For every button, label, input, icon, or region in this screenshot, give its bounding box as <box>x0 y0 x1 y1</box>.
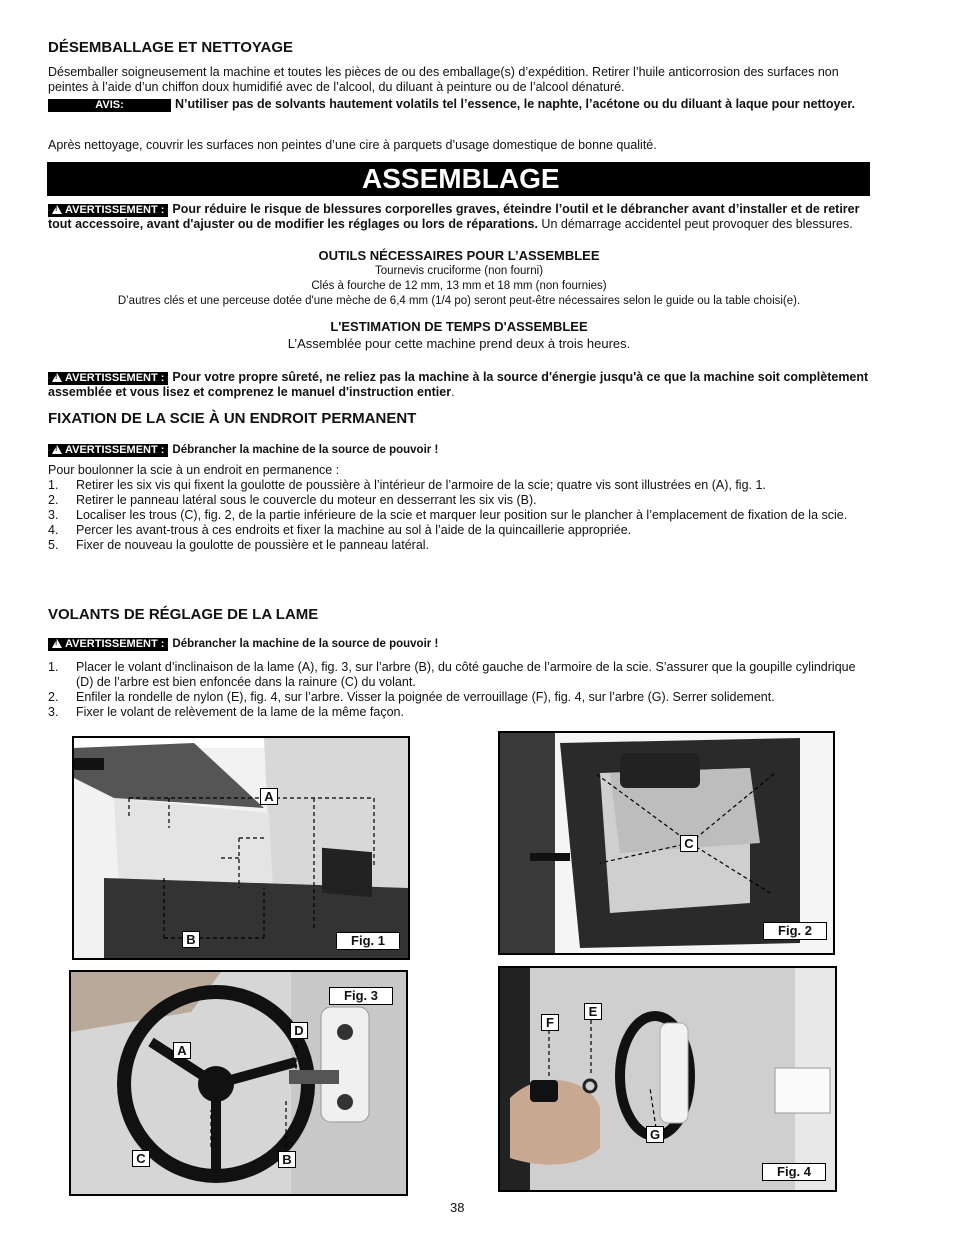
locking-handle-illustration <box>500 968 835 1190</box>
warning-block-1 <box>48 202 870 232</box>
figure-2-photo <box>498 731 835 955</box>
figure-4-photo <box>498 966 837 1192</box>
figure-3-photo <box>69 970 408 1196</box>
section-heading-handwheels: VOLANTS DE RÉGLAGE DE LA LAME <box>48 606 319 623</box>
step-text: Fixer de nouveau la goulotte de poussière et le panneau latéral. <box>76 538 430 552</box>
callout-f: F <box>541 1014 559 1031</box>
step-item <box>48 660 870 690</box>
tools-block <box>48 248 870 309</box>
time-heading: L'ESTIMATION DE TEMPS D'ASSEMBLEE <box>330 319 588 334</box>
step-text: Fixer le volant de relèvement de la lame de la même façon. <box>76 705 404 719</box>
callout-g: G <box>646 1126 664 1143</box>
handwheel-steps <box>48 660 870 720</box>
warning-4-text: Débrancher la machine de la source de pouvoir ! <box>172 638 439 650</box>
step-text: Enfiler la rondelle de nylon (E), fig. 4, sur l’arbre. Visser la poignée de verrouillage (F), fig. 4, sur l’arbre (G). Serrer solidement. <box>76 690 775 704</box>
cleaning-paragraph: Après nettoyage, couvrir les surfaces non peintes d’une cire à parquets d’usage domestique de bonne qualité. <box>48 138 657 152</box>
callout-b: B <box>278 1151 296 1168</box>
warning-badge: !AVERTISSEMENT : <box>48 444 168 457</box>
step-text: Percer les avant-trous à ces endroits et fixer la machine au sol à l’aide de la quincaillerie appropriée. <box>76 523 632 537</box>
handwheel-shaft-illustration <box>71 972 406 1194</box>
saw-cabinet-illustration <box>74 738 408 958</box>
warning-block-4 <box>48 637 870 652</box>
avis-text: N’utiliser pas de solvants hautement volatils tel l’essence, le naphte, l’acétone ou du diluant à laque pour nettoyer. <box>175 97 856 111</box>
figure-1-label: Fig. 1 <box>336 932 400 950</box>
section-heading-fixation: FIXATION DE LA SCIE À UN ENDROIT PERMANENT <box>48 410 417 427</box>
callout-c: C <box>680 835 698 852</box>
step-number: 2. <box>48 690 59 704</box>
warning-1-normal: Un démarrage accidentel peut provoquer des blessures. <box>537 217 853 231</box>
step-number: 4. <box>48 523 59 537</box>
warning-triangle-icon <box>52 445 62 454</box>
step-item <box>48 538 870 553</box>
time-block <box>48 319 870 352</box>
step-number: 3. <box>48 508 59 522</box>
step-item <box>48 478 870 493</box>
figure-3-label: Fig. 3 <box>329 987 393 1005</box>
warning-badge: !AVERTISSEMENT : <box>48 372 168 385</box>
warning-triangle-icon <box>52 639 62 648</box>
tools-line-1: Tournevis cruciforme (non fourni) <box>374 265 544 277</box>
saw-base-illustration <box>500 733 833 953</box>
avis-badge: AVIS: <box>48 99 171 112</box>
callout-b: B <box>182 931 200 948</box>
callout-d: D <box>290 1022 308 1039</box>
step-item <box>48 523 870 538</box>
callout-a: A <box>173 1042 191 1059</box>
avis-notice <box>48 97 870 112</box>
step-text: Retirer le panneau latéral sous le couvercle du moteur en desserrant les six vis (B). <box>76 493 537 507</box>
step-number: 3. <box>48 705 59 719</box>
callout-e: E <box>584 1003 602 1020</box>
page-number: 38 <box>450 1200 465 1215</box>
warning-badge: !AVERTISSEMENT : <box>48 204 168 217</box>
unpacking-paragraph: Désemballer soigneusement la machine et toutes les pièces de ou des emballage(s) d’expédition. Retirer l’huile anticorrosion des surfaces non peintes à l’aide d’un chiffon doux humidifié avec de l’alcool, du diluant à peinture ou de l’alcool dénaturé. <box>48 65 839 94</box>
step-number: 1. <box>48 478 59 492</box>
step-item <box>48 690 870 705</box>
step-number: 5. <box>48 538 59 552</box>
warning-badge: !AVERTISSEMENT : <box>48 638 168 651</box>
callout-c: C <box>132 1150 150 1167</box>
warning-2-bold: Pour votre propre sûreté, ne reliez pas la machine à la source d'énergie jusqu'à ce que la machine soit complètement assemblée et vous lisez et comprenez le manuel d'instruction entier <box>48 370 869 399</box>
callout-a: A <box>260 788 278 805</box>
warning-triangle-icon <box>52 205 62 214</box>
step-item <box>48 508 870 523</box>
warning-3-text: Débrancher la machine de la source de pouvoir ! <box>172 444 439 456</box>
fixation-intro: Pour boulonner la scie à un endroit en permanence : <box>48 463 340 477</box>
warning-block-3 <box>48 443 870 458</box>
warning-1-bold: Pour réduire le risque de blessures corporelles graves, éteindre l’outil et le débrancher avant d’installer et de retirer tout accessoire, avant d'ajuster ou de modifier les réglages ou lors de réparations. <box>48 202 860 231</box>
time-text: L’Assemblée pour cette machine prend deux à trois heures. <box>287 336 631 351</box>
step-text: Localiser les trous (C), fig. 2, de la partie inférieure de la scie et marquer leur position sur le plancher à l’emplacement de fixation de la scie. <box>76 508 848 522</box>
tools-heading: OUTILS NÉCESSAIRES POUR L’ASSEMBLEE <box>318 248 600 263</box>
step-number: 1. <box>48 660 59 674</box>
step-text: Placer le volant d’inclinaison de la lame (A), fig. 3, sur l’arbre (B), du côté gauche de l’armoire de la scie. S’assurer que la goupille cylindrique (D) de l’arbre est bien enfoncée dans la rainure (C) du volant. <box>76 660 856 689</box>
figure-2-label: Fig. 2 <box>763 922 827 940</box>
warning-triangle-icon <box>52 373 62 382</box>
figure-1-photo <box>72 736 410 960</box>
section-heading-unpacking: DÉSEMBALLAGE ET NETTOYAGE <box>48 39 294 56</box>
assemblage-banner: ASSEMBLAGE <box>47 162 870 196</box>
step-item <box>48 705 870 720</box>
step-text: Retirer les six vis qui fixent la goulotte de poussière à l’intérieur de l’armoire de la scie; quatre vis sont illustrées en (A), fig. 1. <box>76 478 766 492</box>
tools-line-2: Clés à fourche de 12 mm, 13 mm et 18 mm (non fournies) <box>311 280 607 292</box>
tools-line-3: D’autres clés et une perceuse dotée d'une mèche de 6,4 mm (1/4 po) seront peut-être nécessaires selon le guide ou la table choisi(e). <box>117 295 801 307</box>
fixation-steps <box>48 478 870 553</box>
step-number: 2. <box>48 493 59 507</box>
figure-4-label: Fig. 4 <box>762 1163 826 1181</box>
warning-block-2: !AVERTISSEMENT : Pour votre propre sûreté, ne reliez pas la machine à la source d'énergie jusqu'à ce que la machine soit complètement assemblée et vous lisez et comprenez le manuel d'instruction entier. <box>48 370 870 400</box>
step-item <box>48 493 870 508</box>
